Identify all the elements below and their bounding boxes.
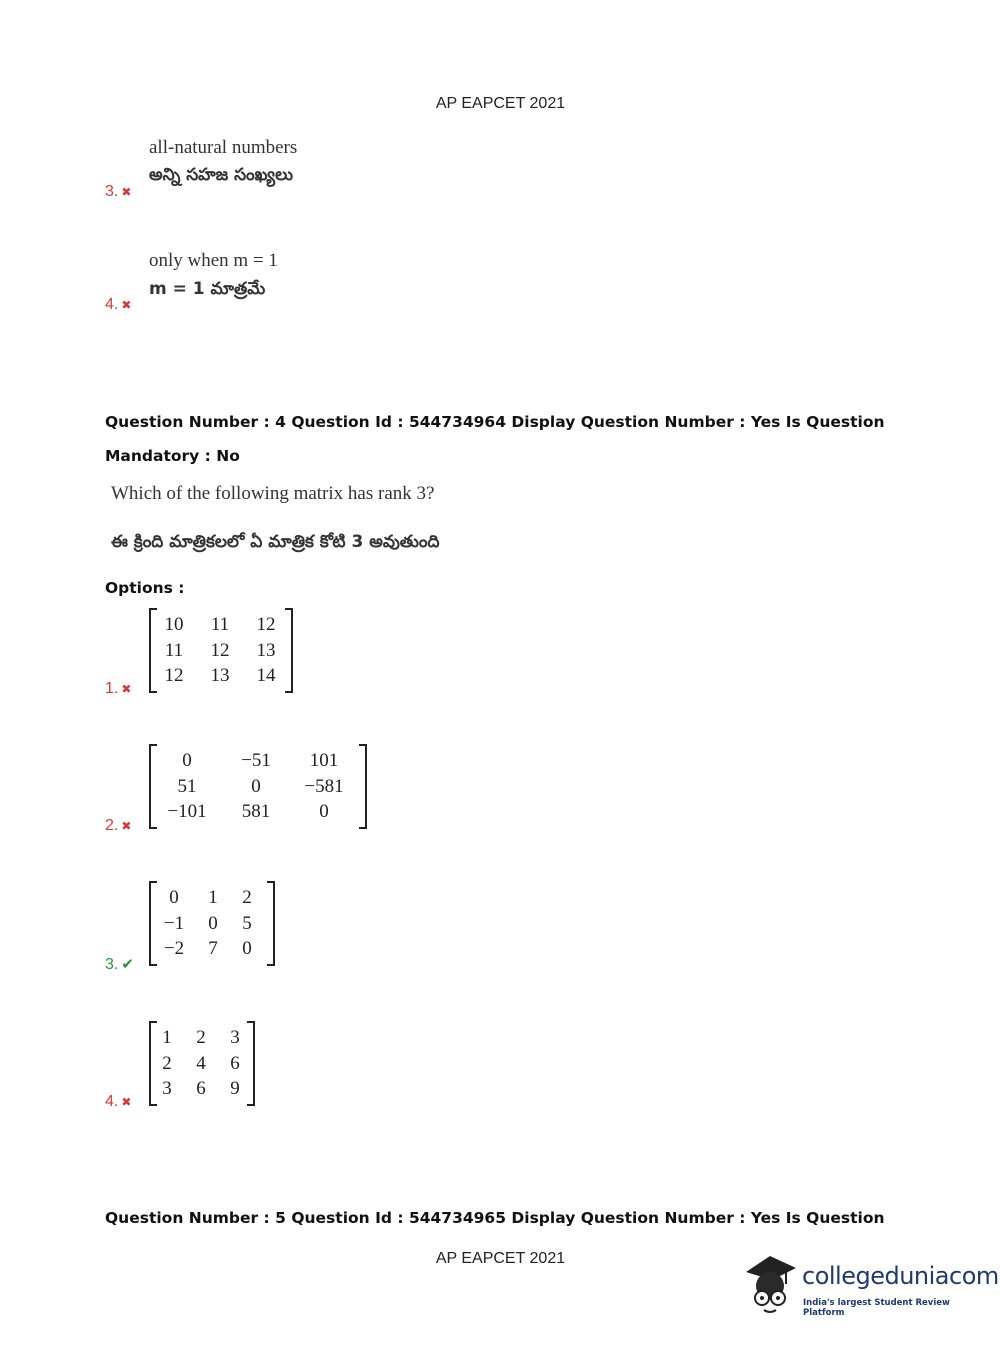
prev-option-3-text-en: all-natural numbers bbox=[149, 137, 298, 158]
prev-option-3-text-te: అన్ని సహజ సంఖ్యలు bbox=[149, 165, 294, 185]
matrix-bracket-right bbox=[359, 744, 367, 829]
option-2-matrix bbox=[149, 748, 367, 825]
matrix-cell: −581 bbox=[304, 775, 344, 797]
cross-icon: ✖ bbox=[121, 1095, 132, 1109]
logo-wordmark: collegeduniacom bbox=[802, 1262, 999, 1290]
cross-icon: ✖ bbox=[121, 185, 132, 199]
matrix-cell: 0 bbox=[319, 801, 329, 822]
matrix-cell: 12 bbox=[256, 614, 276, 635]
matrix-bracket-right bbox=[247, 1021, 255, 1106]
matrix-cell: 5 bbox=[242, 912, 252, 934]
matrix-cell: −2 bbox=[163, 938, 185, 959]
matrix-cell: 0 bbox=[182, 750, 192, 771]
matrix-cell: 6 bbox=[196, 1078, 206, 1099]
matrix-cell: 9 bbox=[230, 1078, 240, 1099]
page-header-title: AP EAPCET 2021 bbox=[435, 95, 566, 112]
matrix-cell: −51 bbox=[241, 750, 271, 771]
option-3-matrix bbox=[149, 885, 275, 962]
matrix-cell: 12 bbox=[164, 665, 184, 686]
matrix-cell: 51 bbox=[177, 775, 197, 797]
check-icon: ✔ bbox=[121, 956, 134, 973]
option-1-matrix bbox=[149, 612, 293, 689]
matrix-cell: 10 bbox=[164, 614, 184, 635]
matrix-bracket-left bbox=[149, 1021, 157, 1106]
matrix-cell: 2 bbox=[196, 1027, 206, 1048]
option-3-label: 3. ✔ bbox=[105, 956, 134, 973]
matrix-cell: 14 bbox=[256, 665, 276, 686]
matrix-bracket-right bbox=[285, 608, 293, 693]
matrix-bracket-right bbox=[267, 881, 275, 966]
matrix-cell: 1 bbox=[162, 1027, 172, 1048]
matrix-bracket-left bbox=[149, 881, 157, 966]
mascot-icon bbox=[740, 1250, 802, 1318]
matrix-cell: 11 bbox=[164, 639, 184, 661]
matrix-bracket-left bbox=[149, 744, 157, 829]
option-4-label: 4. ✖ bbox=[105, 1093, 132, 1110]
cross-icon: ✖ bbox=[121, 682, 132, 696]
prev-option-3-label: 3. ✖ bbox=[105, 183, 132, 200]
matrix-cell: 6 bbox=[230, 1052, 240, 1074]
question-4-meta-line2: Mandatory : No bbox=[105, 447, 240, 465]
matrix-cell: 101 bbox=[309, 750, 339, 771]
logo-tagline: India's largest Student Review Platform bbox=[803, 1298, 950, 1318]
matrix-cell: 4 bbox=[196, 1052, 206, 1074]
matrix-cell: −1 bbox=[163, 912, 185, 934]
matrix-cell: 2 bbox=[242, 887, 252, 908]
matrix-cell: −101 bbox=[167, 801, 207, 822]
collegedunia-logo bbox=[740, 1250, 999, 1320]
matrix-cell: 2 bbox=[162, 1052, 172, 1074]
question-4-text-en: Which of the following matrix has rank 3? bbox=[111, 483, 435, 504]
matrix-cell: 3 bbox=[230, 1027, 240, 1048]
matrix-cell: 11 bbox=[210, 614, 230, 635]
question-5-meta-line1: Question Number : 5 Question Id : 544734965 Display Question Number : Yes Is Question bbox=[105, 1209, 885, 1227]
cross-icon: ✖ bbox=[121, 819, 132, 833]
matrix-cell: 13 bbox=[256, 639, 276, 661]
cross-icon: ✖ bbox=[121, 298, 132, 312]
matrix-cell: 0 bbox=[242, 938, 252, 959]
matrix-cell: 1 bbox=[208, 887, 218, 908]
matrix-cell: 3 bbox=[162, 1078, 172, 1099]
option-4-matrix bbox=[149, 1025, 255, 1102]
matrix-bracket-left bbox=[149, 608, 157, 693]
prev-option-4-text-te: m = 1 మాత్రమే bbox=[149, 279, 266, 299]
option-2-label: 2. ✖ bbox=[105, 817, 132, 834]
prev-option-4-label: 4. ✖ bbox=[105, 296, 132, 313]
matrix-cell: 7 bbox=[208, 938, 218, 959]
matrix-cell: 12 bbox=[210, 639, 230, 661]
option-1-label: 1. ✖ bbox=[105, 680, 132, 697]
question-4-text-te: ఈ క్రింది మాత్రికలలో ఏ మాత్రిక కోటి 3 అవుతుంది bbox=[111, 532, 440, 552]
prev-option-4-text-en: only when m = 1 bbox=[149, 250, 278, 271]
matrix-cell: 0 bbox=[251, 775, 261, 797]
page-footer-title: AP EAPCET 2021 bbox=[435, 1250, 566, 1267]
matrix-cell: 0 bbox=[169, 887, 179, 908]
matrix-cell: 13 bbox=[210, 665, 230, 686]
matrix-cell: 581 bbox=[241, 801, 271, 822]
matrix-cell: 0 bbox=[208, 912, 218, 934]
options-label: Options : bbox=[105, 579, 185, 597]
question-4-meta-line1: Question Number : 4 Question Id : 544734964 Display Question Number : Yes Is Question bbox=[105, 413, 885, 431]
